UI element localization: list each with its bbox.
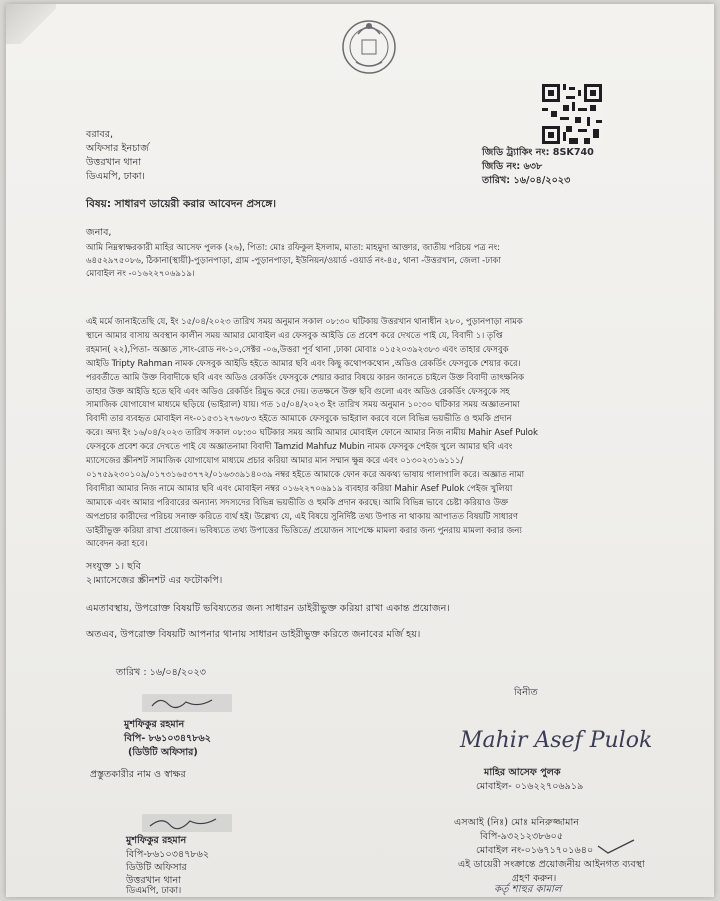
duty-officer-2-station: উত্তরখান থানা <box>126 875 181 886</box>
body-line: ০১৭৫৯২৩০১০৯/০১৭৩১৬৫৩৭৭২/০১৬৩৩৯১৪০৩৯ নম্বর হইতে আমাকে ফোন করে অকথ্য ভাষায় গালাগালি করে। অজ্ঞাত নামা <box>86 469 524 480</box>
document-page <box>6 4 714 897</box>
si-note-2: গ্রহণ করুন। <box>512 873 557 884</box>
applicant-name: মাহির আসেফ পুলক <box>484 767 561 778</box>
gd-number: জিডি নং: ৬৩৮ <box>482 161 543 172</box>
si-mobile: মোবাইল নং-০১৬৭১৭০১৬৪০ <box>476 845 594 856</box>
body-line: ম্যাসেজের স্ক্রীনশট সামাজিক যোগাযোগ মাধ্যমে প্রচার করিয়া আমার মান সম্মান ক্ষুন্ন করে এবং ০১৩০২৩১৬১১১/ <box>86 456 464 466</box>
duty-officer-2-name: মুশফিকুর রহমান <box>126 835 187 846</box>
body-line: বিবাদীরা আমার নিজ নামে আমার ছবি এবং মোবাইল নম্বর ০১৬২২৭০৬৯১৯ ব্যবহার করিয়া Mahir Asef Pulok পেইজ খুলিয়া <box>86 483 513 494</box>
date-line: তারিখ : ১৬/০৪/২০২৩ <box>116 667 206 678</box>
attachment-1: সংযুক্ত ১। ছবি <box>86 561 141 572</box>
intro-line: আমি নিম্নস্বাক্ষরকারী মাহির আসেফ পুলক (২৬), পিতা: মোঃ রফিকুল ইসলাম, মাতা: মাহমুদা আক্তার, জাতীয় পরিচয় পত্র নং: <box>86 243 500 253</box>
closing-line-2: অতএব, উপরোক্ত বিষয়টি আপনার থানায় সাধারন ডাইরীভুক্ত করিতে জনাবের মর্জি হয়। <box>86 629 421 640</box>
si-note-1: এই ডায়েরী সংক্রান্তে প্রয়োজনীয় আইনগত ব্যবস্থা <box>458 859 645 870</box>
body-line: অপপ্রচার কারীদের পরিচয় সনাক্ত করিতে ব্যর্থ হই। উল্লেখ্য যে, এই বিষয়ে সুনির্দিষ্ট তথ্য উপাত্ত না থাকায় আপাতত বিষয়টি সাধারণ <box>86 511 518 522</box>
duty-officer-2-role: ডিউটি অফিসার <box>126 862 187 873</box>
subject: বিষয়: সাধারণ ডায়েরী করার আবেদন প্রসঙ্গে। <box>86 198 277 210</box>
check-mark-icon <box>596 838 636 856</box>
to-line-2: অফিসার ইনচার্জ <box>86 143 149 154</box>
intro-line: ৬৪৫২৯৭৫০৮৬, ঠিকানা(স্থায়ী)-পুড়ানপাড়া, গ্রাম -পুড়ানপাড়া, ইউনিয়ন/ওয়ার্ড -ওয়ার্ড নং-৪৫, থানা -উত্তরখান, জেলা -ঢাকা <box>86 256 501 266</box>
duty-officer-2-bp: বিপি-৮৬১০৩৪৭৮৬২ <box>126 849 210 860</box>
to-line-4: ডিএমপি, ঢাকা। <box>86 171 145 182</box>
duty-officer-bp: বিপি- ৮৬১০৩৪৭৮৬২ <box>124 733 211 744</box>
applicant-signature: Mahir Asef Pulok <box>460 728 653 753</box>
body-line: রহমান( ২২),পিতা- অজ্ঞাত ,সাং-রোড নং-১০,সেক্টর -০৬,উত্তরা পূর্ব থানা ,ঢাকা মোবাঃ ০১৫২০৩৯২৩৮৩ এবং তাহার ফেসবুক <box>86 344 509 355</box>
body-line: বিবাদী তার ব্যবহৃত মোবাইল নং-০১৫৩১২৭৬৩৮৩ হইতে আমাকে ফেসবুকে ভাইরাল করবে বলে বিভিন্ন ভয়ভীতি ও হুমকি প্রদান <box>86 414 512 425</box>
body-line: আমাকে এবং আমার পরিবারের অন্যান্য সদস্যদের বিভিন্ন ভয়ভীতি ও হুমকি প্রদান করছে। আমি বিভিন্ন ভাবে চেষ্টা করিয়াও উক্ত <box>86 497 509 508</box>
si-bp: বিপি-৯৩২১২৩৮৬০৫ <box>480 831 564 842</box>
duty-officer-role: (ডিউটি অফিসার) <box>128 747 198 758</box>
yours-faithfully: বিনীত <box>514 687 538 698</box>
gd-tracking: জিডি ট্র্যাকিং নং: 8SK740 <box>482 147 594 158</box>
body-line: ফেসবুকে প্রবেশ করে দেখতে পাই যে অজ্ঞাতনামা বিবাদী Tamzid Mahfuz Mubin নামক ফেসবুক পেইজ খুলে আমার ছবি এবং <box>86 442 513 453</box>
salutation: জনাব, <box>86 227 112 238</box>
attachment-2: ২।ম্যাসেজের স্ক্রীনশট এর ফটোকপি। <box>86 575 223 586</box>
page-fold <box>6 4 56 44</box>
si-signature: কর্তৃ শাহুর কামাল <box>494 884 562 895</box>
body-line: আইডি Tripty Rahman নামক ফেসবুক আইডি হইতে আমার ছবি এবং কিছু কথোপকথোন ,অডিও রেকর্ডিং ফেসবুকে শেয়ার করে। <box>86 358 521 369</box>
duty-officer-signature-2 <box>142 814 232 832</box>
intro-line: মোবাইল নং -০১৬২২৭০৬৯১৯। <box>86 269 195 279</box>
body-line: এই মর্মে জানাইতেছি যে, ইং ১৫/০৪/২০২৩ তারিখ সময় অনুমান সকাল ০৮:৩০ ঘটিকায় উত্তরখান থানাধীন ২৮০, পুড়ানপাড়া নামক <box>86 317 523 327</box>
body-line: সামাজিক যোগাযোগ মাধ্যমে ছড়িয়ে (ভাইরাল) যায়। গত ১৫/০৪/২০২৩ ইং তারিখ সময় অনুমান ১০:৩০ ঘটিকার সময় অজ্ঞাতনামা <box>86 400 520 411</box>
duty-officer-signature <box>142 694 232 712</box>
si-name: এসআই (নিঃ) মোঃ মনিরুজ্জামান <box>454 817 579 828</box>
body-line: পরবর্তীতে আমি উক্ত বিবাদীকে ছবি এবং অডিও রেকর্ডিং ফেসবুকে শেয়ার করার বিষয়ে কারন জানতে চাইলে উক্ত বিবাদী তাৎক্ষনিক <box>86 372 525 383</box>
body-line: করে। অদ্য ইং ১৬/০৪/২০২৩ তারিখ সকাল ০৮:৩০ ঘটিকার সময় আমি আমার মোবাইল ফোনে আমার নিজ নামীয় Mahir Asef Pulok <box>86 428 538 439</box>
body-line: আবেদন করা হবে। <box>86 539 148 550</box>
duty-officer-2-dmp: ডিএমপি, ঢাকা। <box>126 886 182 896</box>
police-seal-icon <box>338 14 400 76</box>
body-line: তাহার উক্ত আইডি হতে ছবি এবং অডিও রেকর্ডিং রিমুভ করে দেয়। ততক্ষনে উক্ত ছবি গুলো এবং অডিও রেকর্ডিং ফেসবুকে সহ <box>86 386 510 397</box>
to-line-3: উত্তরখান থানা <box>86 157 141 168</box>
body-line: স্থানে আমার বাসায় অবস্থান কালীন সময় আমার মোবাইল এর ফেসবুক আইডি তে প্রবেশ করে দেখতে পাই যে, বিবাদী ১। তৃপ্তি <box>86 330 503 341</box>
qr-code-icon <box>542 84 602 144</box>
applicant-mobile: মোবাইল- ০১৬২২৭০৬৯১৯ <box>476 781 584 792</box>
closing-line-1: এমতাবস্থায়, উপরোক্ত বিষয়টি ভবিষ্যতের জন্য সাধারন ডাইরীভুক্ত করিয়া রাখা একান্ত প্রয়োজন। <box>86 603 450 614</box>
duty-officer-name: মুশফিকুর রহমান <box>124 719 185 730</box>
body-line: ডাইরীভুক্ত করিয়া রাখা প্রয়োজন। ভবিষ্যতে তথ্য উপাত্তের ভিত্তিতে/ প্রয়োজন সাপেক্ষে মামলা করার জন্য পুনরায় মামলা করার জন্য <box>86 525 522 536</box>
gd-date: তারিখ: ১৬/০৪/২০২৩ <box>482 175 571 186</box>
to-line-1: বরাবর, <box>86 129 114 140</box>
preparer-label: প্রস্তুতকারীর নাম ও স্বাক্ষর <box>90 769 186 780</box>
